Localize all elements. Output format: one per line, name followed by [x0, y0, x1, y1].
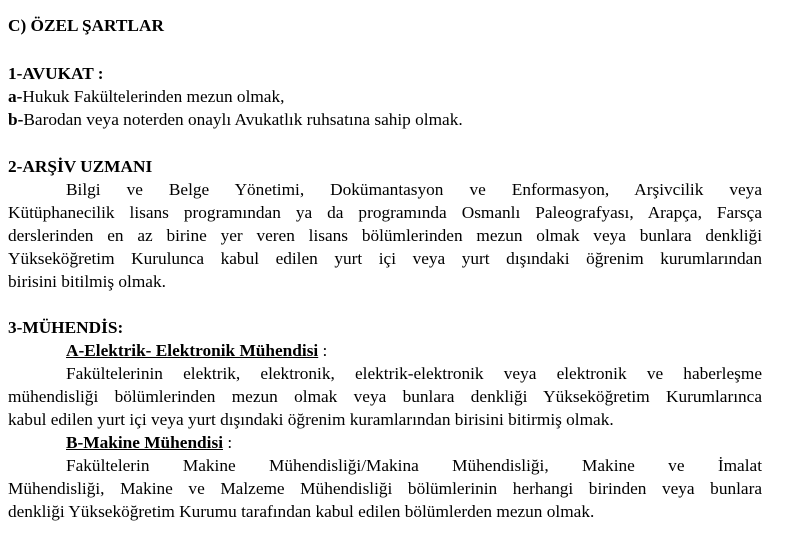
elektrik-line: Fakültelerinin elektrik, elektronik, elektrik-elektronik veya elektronik ve haberleşme [66, 364, 762, 383]
avukat-item-b [8, 108, 463, 131]
section-title: C) ÖZEL ŞARTLAR [8, 16, 164, 35]
arsiv-line: birisini bitilmiş olmak. [8, 272, 166, 291]
item-b-marker: b- [8, 110, 24, 129]
arsiv-heading: 2-ARŞİV UZMANI [8, 157, 153, 176]
makine-colon: : [223, 433, 233, 452]
elektrik-line: mühendisliği bölümlerinden mezun olmak veya bunlara denkliği Yükseköğretim Kurumlarınca [8, 387, 762, 406]
elektrik-subheading [66, 339, 327, 362]
makine-subheading [66, 431, 232, 454]
item-a-marker: a- [8, 87, 23, 106]
arsiv-line: Kütüphanecilik lisans programından ya da programında Osmanlı Paleografyası, Arapça, Farsça [8, 203, 762, 222]
arsiv-line: Yükseköğretim Kurulunca kabul edilen yurt içi veya yurt dışındaki öğrenim kurumlarından [8, 249, 762, 268]
elektrik-title: A-Elektrik- Elektronik Mühendisi [66, 341, 319, 360]
elektrik-line: kabul edilen yurt içi veya yurt dışındaki öğrenim kuramlarından birisini bitirmiş olmak. [8, 410, 614, 429]
makine-line: denkliği Yükseköğretim Kurumu tarafından kabul edilen bölümlerden mezun olmak. [8, 502, 595, 521]
avukat-item-a [8, 85, 284, 108]
elektrik-colon: : [318, 341, 328, 360]
avukat-heading: 1-AVUKAT : [8, 64, 104, 83]
arsiv-line: Bilgi ve Belge Yönetimi, Dokümantasyon ve Enformasyon, Arşivcilik veya [66, 180, 762, 199]
arsiv-line: derslerinden en az birine yer veren lisans bölümlerinden mezun olmak veya bunlara denkliği [8, 226, 762, 245]
makine-line: Fakültelerin Makine Mühendisliği/Makina Mühendisliği, Makine ve İmalat [66, 456, 762, 475]
makine-line: Mühendisliği, Makine ve Malzeme Mühendisliği bölümlerinin herhangi birinden veya bunlara [8, 479, 762, 498]
item-a-text: Hukuk Fakültelerinden mezun olmak, [22, 87, 285, 106]
item-b-text: Barodan veya noterden onaylı Avukatlık ruhsatına sahip olmak. [23, 110, 463, 129]
muhendis-heading: 3-MÜHENDİS: [8, 318, 124, 337]
makine-title: B-Makine Mühendisi [66, 433, 223, 452]
